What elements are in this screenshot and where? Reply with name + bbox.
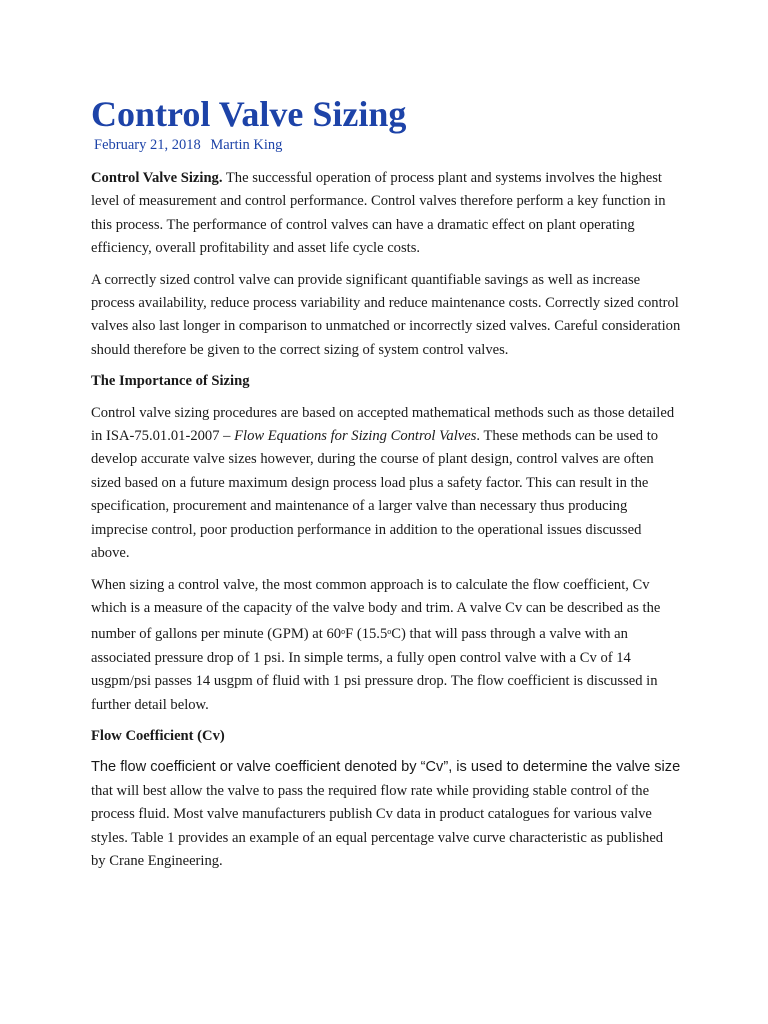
importance-text-after: . These methods can be used to develop accurate valve sizes however, during the course of plant design, control valves are often sized based on a future maximum design process load plus a safety factor. This can result in the specification, procurement and maintenance of a larger valve than necessary thus producing imprecise control, poor production performance in addition to the operational issues discussed above.	[91, 428, 659, 562]
degree-symbol: o	[387, 627, 392, 637]
flow-text-sans: The flow coefficient or valve coefficient denoted by “Cv”, is used to determine the valve size	[91, 759, 681, 776]
standard-title: Flow Equations for Sizing Control Valves	[234, 428, 477, 445]
author-link[interactable]: Martin King	[210, 137, 283, 153]
savings-paragraph: A correctly sized control valve can provide significant quantifiable savings as well as increase process availability, reduce process variability and reduce maintenance costs. Correctly sized control valves also last longer in comparison to unmatched or incorrectly sized valves. Careful consideration should therefore be given to the correct sizing of system control valves.	[91, 271, 681, 358]
cv-text-1: When sizing a control valve, the most common approach is to calculate the flow coefficient, Cv which is a measure of the capacity of the valve body and trim. A valve Cv can be described as the number of gallons per minute (GPM) at 60	[91, 576, 661, 643]
degree-symbol: o	[341, 627, 346, 637]
flow-coefficient-paragraph	[91, 756, 681, 873]
flow-coefficient-heading: Flow Coefficient (Cv)	[91, 727, 225, 744]
post-date[interactable]: February 21, 2018	[94, 137, 201, 153]
article	[91, 93, 681, 881]
intro-lead: Control Valve Sizing.	[91, 170, 223, 186]
intro-body: The successful operation of process plant and systems involves the highest level of measurement and control performance. Control valves therefore perform a key function in this process. The performance of control valves can have a dramatic effect on plant operating efficiency, overall profitability and asset life cycle costs.	[91, 170, 666, 257]
page-title: Control Valve Sizing	[91, 94, 407, 134]
byline	[94, 135, 681, 155]
intro-paragraph	[91, 167, 681, 261]
flow-text-serif: that will best allow the valve to pass the required flow rate while providing stable control of the process fluid. Most valve manufacturers publish Cv data in product catalogues for various valve styles. Table 1 provides an example of an equal percentage valve curve characteristic as published by Crane Engineering.	[91, 782, 664, 869]
importance-heading: The Importance of Sizing	[91, 373, 250, 390]
cv-text-3: C) that will pass through a valve with an associated pressure drop of 1 psi. In simple terms, a fully open control valve with a Cv of 14 usgpm/psi passes 14 usgpm of fluid with 1 psi pressure drop. The flow coefficient is discussed in further detail below.	[91, 626, 658, 713]
importance-paragraph	[91, 402, 681, 566]
importance-text-before: Control valve sizing procedures are based on accepted mathematical methods such as those detailed in ISA-75.01.01-2007 –	[91, 404, 675, 445]
cv-paragraph	[91, 574, 681, 717]
cv-text-2: F (15.5	[345, 626, 388, 643]
